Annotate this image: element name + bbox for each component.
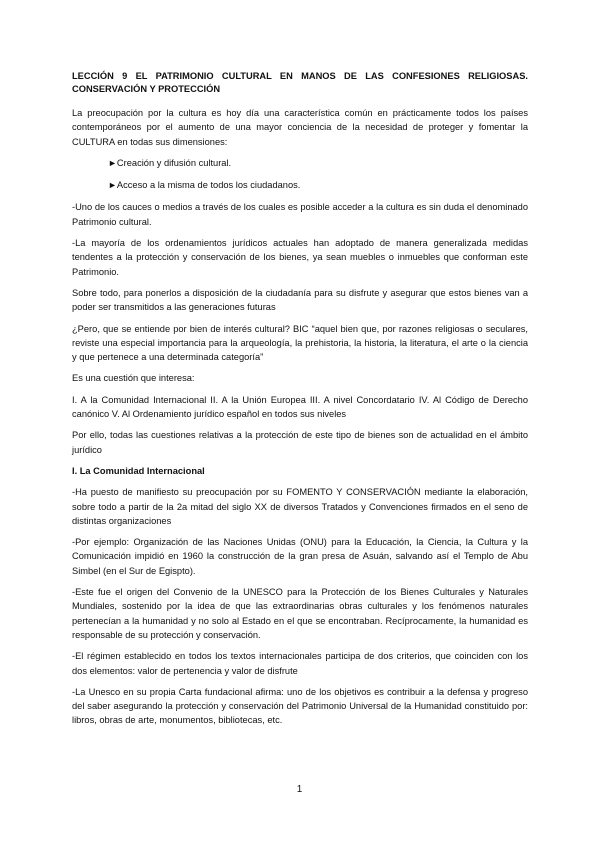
body-paragraph: -La mayoría de los ordenamientos jurídicos actuales han adoptado de manera generalizada medidas tendentes a la protección y conservación de los bienes, ya sean muebles o inmuebles que conforman este Patrimonio. (72, 238, 528, 277)
bullet-text: Creación y difusión cultural. (116, 157, 232, 168)
body-paragraph: -Por ejemplo: Organización de las Naciones Unidas (ONU) para la Educación, la Ciencia, la Cultura y la Comunicación impidió en 1960 la construcción de la gran presa de Asuán, salvando así el Templo de Abu Simbel (en el Sur de Egispto). (72, 537, 528, 576)
bullet-item (108, 156, 528, 170)
body-paragraph: I. A la Comunidad Internacional II. A la Unión Europea III. A nivel Concordatario IV. Al Código de Derecho canónico V. Al Ordenamiento jurídico español en todos sus niveles (72, 394, 528, 420)
bullet-item (108, 178, 528, 192)
lesson-title: LECCIÓN 9 EL PATRIMONIO CULTURAL EN MANOS DE LAS CONFESIONES RELIGIOSAS. CONSERVACIÓN Y PROTECCIÓN (72, 71, 528, 94)
body-paragraph: Por ello, todas las cuestiones relativas a la protección de este tipo de bienes son de actualidad en el ámbito jurídico (72, 430, 528, 455)
intro-paragraph: La preocupación por la cultura es hoy día una característica común en prácticamente todos los países contemporáneos por el aumento de una mayor conciencia de la necesidad de proteger y fomentar la CULTURA en todas sus dimensiones: (72, 108, 528, 147)
page-number: 1 (296, 784, 303, 795)
arrow-bullet-icon: ► (108, 180, 117, 191)
body-paragraph: Sobre todo, para ponerlos a disposición de la ciudadanía para su disfrute y asegurar que estos bienes van a poder ser transmitidos a las generaciones futuras (72, 287, 528, 313)
body-paragraph: -El régimen establecido en todos los textos internacionales participa de dos criterios, que coinciden con los dos elementos: valor de pertenencia y valor de disfrute (72, 651, 528, 676)
body-paragraph: Es una cuestión que interesa: (72, 373, 195, 384)
body-paragraph: -La Unesco en su propia Carta fundacional afirma: uno de los objetivos es contribuir a la defensa y progreso del saber asegurando la protección y conservación del Patrimonio Universal de la Humanidad constituido por: libros, obras de arte, monumentos, bibliotecas, etc. (72, 686, 528, 726)
document-body (72, 70, 528, 735)
body-paragraph: -Uno de los cauces o medios a través de los cuales es posible acceder a la cultura es sin duda el denominado Patrimonio cultural. (72, 202, 528, 227)
body-paragraph: -Este fue el origen del Convenio de la UNESCO para la Protección de los Bienes Culturales y Naturales Mundiales, sostenido por la idea de que las extraordinarias obras culturales y los fenómenos naturales pertenecían a la humanidad y no solo al Estado en el que se encontraban. Recíprocamente, la humanidad es responsable de su protección y conservación. (72, 587, 528, 640)
section-heading: I. La Comunidad Internacional (72, 465, 205, 476)
body-paragraph: -Ha puesto de manifiesto su preocupación por su FOMENTO Y CONSERVACIÓN mediante la elaboración, sobre todo a partir de la 2a mitad del siglo XX de diversos Tratados y Convenciones firmados en el seno de distintas organizaciones (72, 487, 528, 526)
arrow-bullet-icon: ► (108, 157, 117, 168)
bullet-text: Acceso a la misma de todos los ciudadanos. (116, 180, 301, 191)
body-paragraph: ¿Pero, que se entiende por bien de interés cultural? BIC “aquel bien que, por razones religiosas o seculares, reviste una especial importancia para la arqueología, la prehistoria, la historia, la literatura, el arte o la ciencia y que pertenece a una determinada categoría” (72, 323, 528, 363)
